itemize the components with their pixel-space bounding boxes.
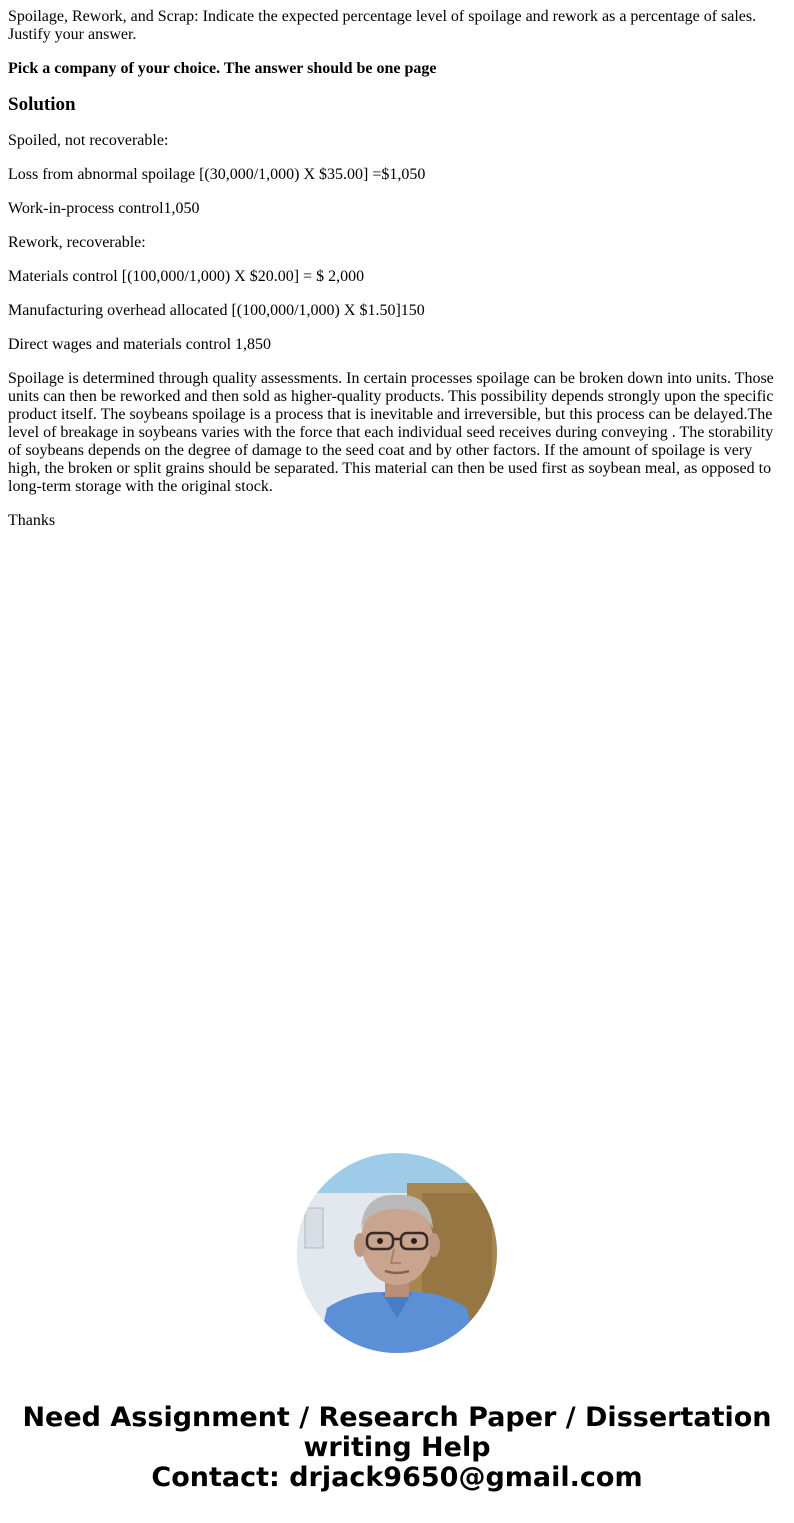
line-work-in-process-control: Work-in-process control1,050 xyxy=(8,200,200,217)
closing-text: Thanks xyxy=(8,512,56,529)
line-direct-wages: Direct wages and materials control 1,850 xyxy=(8,336,272,353)
line-rework-recoverable: Rework, recoverable: xyxy=(8,234,146,251)
question-text: Spoilage, Rework, and Scrap: Indicate the expected percentage level of spoilage and rework as a percentage of sales. Justify your answer. xyxy=(8,8,757,43)
line-materials-control: Materials control [(100,000/1,000) X $20.00] = $ 2,000 xyxy=(8,268,365,285)
footer-line-1: Need Assignment / Research Paper / Dissertation xyxy=(22,1402,772,1433)
footer-contact: Contact: drjack9650@gmail.com xyxy=(151,1462,643,1493)
author-portrait-image xyxy=(297,1153,497,1353)
answer-content xyxy=(8,8,786,546)
solution-heading: Solution xyxy=(8,94,76,115)
footer-promo xyxy=(0,1403,794,1493)
footer-line-2: writing Help xyxy=(303,1432,491,1463)
line-loss-abnormal-spoilage: Loss from abnormal spoilage [(30,000/1,000) X $35.00] =$1,050 xyxy=(8,166,426,183)
explanation-paragraph: Spoilage is determined through quality assessments. In certain processes spoilage can be broken down into units. Those units can then be reworked and then sold as higher-quality products. This possibility depends strongly upon the specific product itself. The soybeans spoilage is a process that is inevitable and irreversible, but this process can be delayed.The level of breakage in soybeans varies with the force that each individual seed receives during conveying . The storability of soybeans depends on the degree of damage to the seed coat and by other factors. If the amount of spoilage is very high, the broken or split grains should be separated. This material can then be used first as soybean meal, as opposed to long-term storage with the original stock. xyxy=(8,370,774,495)
line-spoiled-not-recoverable: Spoiled, not recoverable: xyxy=(8,132,169,149)
instruction-text: Pick a company of your choice. The answer should be one page xyxy=(8,60,437,77)
line-manufacturing-overhead: Manufacturing overhead allocated [(100,000/1,000) X $1.50]150 xyxy=(8,302,425,319)
author-avatar xyxy=(297,1153,497,1353)
